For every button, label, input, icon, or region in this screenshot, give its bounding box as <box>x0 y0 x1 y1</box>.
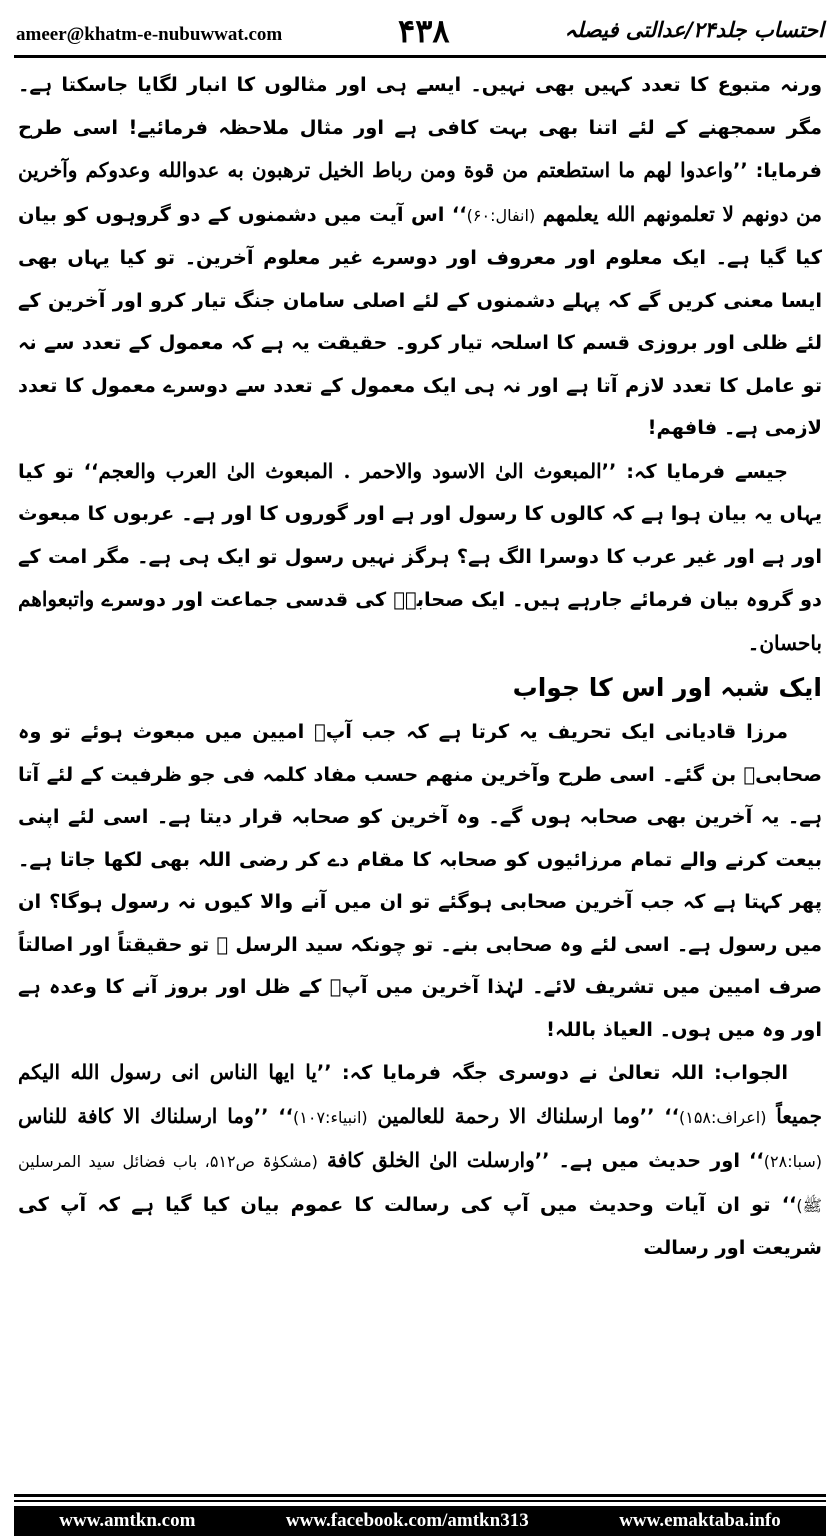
section-heading: ایک شبہ اور اس کا جواب <box>512 673 822 702</box>
footer-link-amtkn[interactable]: www.amtkn.com <box>59 1510 196 1531</box>
paragraph-2-text-b: ‘‘ تو کیا یہاں یہ بیان ہوا ہے کہ کالوں کا رسول اور ہے اور گوروں کا اور ہے۔ عربوں کا مبعوث اور ہے اور غیر عرب کا دوسرا الگ ہے؟ ہرگز نہیں رسول تو ایک ہی ہے۔ مگر امت کے دو گروہ بیان فرمائے جارہے ہیں۔ ایک صحابہؓ کی قدسی جماعت اور دوسرے <box>18 459 822 611</box>
reference-saba: (سبا:۲۸) <box>763 1152 822 1171</box>
footer-rule-top <box>14 1494 826 1497</box>
paragraph-2 <box>18 450 822 666</box>
reference-anbiya: (انبیاء:۱۰۷) <box>293 1107 368 1127</box>
quote-mark-1: ‘‘ ’’ <box>639 1104 679 1128</box>
quran-quote-anbiya: وما ارسلناك الا رحمة للعالمین <box>377 1103 640 1128</box>
quran-quote-anfal: واعدوا لهم ما استطعتم من قوة ومن رباط الخيل ترهبون به عدوالله وعدوكم وآخرين من دونهم لا تعلمونهم الله يعلمهم <box>18 158 822 226</box>
quran-quote-araf: یا ایها الناس انی رسول الله الیکم جمیعاً <box>18 1060 822 1128</box>
header-email: ameer@khatm-e-nubuwwat.com <box>16 24 283 45</box>
hadith-quote-mabuth: المبعوث الیٰ الاسود والاحمر . المبعوث الیٰ العرب والعجم <box>98 458 602 483</box>
quote-mark-2: ‘‘ ’’ <box>253 1104 294 1128</box>
paragraph-1-text-a: ورنہ متبوع کا تعدد کہیں بھی نہیں۔ ایسے ہی اور مثالوں کا انبار لگایا جاسکتا ہے۔ مگر سمجھنے کے لئے اتنا بھی بہت کافی ہے اور مثال ملاحظہ فرمائیے! اسی طرح فرمایا: ’’ <box>18 73 822 182</box>
page-body <box>18 64 822 1474</box>
header-rule <box>14 55 826 58</box>
reference-mishkat: (مشکوٰۃ ص۵۱۲، باب فضائل سید المرسلین ﷺ) <box>18 1152 822 1215</box>
page-header <box>16 10 824 52</box>
quran-quote-ittabauhum: واتبعواهم باحسان۔ <box>18 587 822 655</box>
footer-link-emaktaba[interactable]: www.emaktaba.info <box>619 1510 781 1531</box>
book-title: احتساب جلد۲۴/عدالتی فیصلہ <box>564 18 824 42</box>
page-number: ۴۳۸ <box>398 12 450 50</box>
paragraph-4-text-a: الجواب: اللہ تعالیٰ نے دوسری جگہ فرمایا کہ: ’’ <box>316 1061 788 1084</box>
footer-rule-bottom <box>14 1500 826 1502</box>
paragraph-1-text-b: ‘‘ اس آیت میں دشمنوں کے دو گروہوں کو بیان کیا گیا ہے۔ ایک معلوم اور معروف اور دوسرے غیر معلوم آخرین۔ تو کیا یہاں بھی ایسا معنی کریں گے کہ پہلے دشمنوں کے لئے اصلی سامان جنگ تیار کرو اور آخرین کے لئے ظلی اور بروزی قسم کا اسلحہ تیار کرو۔ حقیقت یہ ہے کہ معمول کے تعدد سے نہ تو عامل کا تعدد لازم آتا ہے اور نہ ہی ایک معمول کے تعدد سے دوسرے معمول کا تعدد لازمی ہے۔ فافهم! <box>18 202 822 439</box>
paragraph-1 <box>18 64 822 450</box>
paragraph-3: مرزا قادیانی ایک تحریف یہ کرتا ہے کہ جب آپؐ امیین میں مبعوث ہوئے تو وہ صحابیؓ بن گئے۔ اسی طرح وآخرین منهم حسب مفاد کلمہ فی جو ظرفیت کے لئے آتا ہے۔ یہ آخرین بھی صحابہ ہوں گے۔ وہ آخرین کو صحابہ قرار دیتا ہے۔ اسی لئے اپنی بیعت کرنے والے تمام مرزائیوں کو صحابہ کا مقام دے کر رضی اللہ بھی لکھا جاتا ہے۔ پھر کہتا ہے کہ جب آخرین صحابی ہوگئے تو ان میں آنے والا کیوں نہ رسول ہوگا؟ ان میں رسول ہے۔ اسی لئے وہ صحابی بنے۔ تو چونکہ سید الرسل ﷺ تو حقیقتاً اور اصالتاً صرف امیین میں تشریف لائے۔ لہٰذا آخرین میں آپؐ کے ظل اور بروز آنے کا وعدہ ہے اور وہ میں ہوں۔ العیاذ باللہ! <box>18 720 822 1041</box>
paragraph-4 <box>18 1051 822 1270</box>
quran-quote-saba: وما ارسلناك الا كافة للناس <box>18 1103 254 1128</box>
footer-link-facebook[interactable]: www.facebook.com/amtkn313 <box>285 1510 529 1531</box>
hadith-quote-kaffa: وارسلت الیٰ الخلق كافة <box>326 1148 535 1172</box>
footer-links-bar <box>14 1506 826 1536</box>
paragraph-4-text-b: ‘‘ اور حدیث میں ہے۔ ’’ <box>534 1149 764 1172</box>
paragraph-2-text-a: جیسے فرمایا کہ: ’’ <box>601 459 788 483</box>
paragraph-4-text-c: ‘‘ تو ان آیات وحدیث میں آپ کی رسالت کا عموم بیان کیا گیا ہے کہ آپ کی شریعت اور رسالت <box>18 1192 822 1259</box>
reference-anfal: (انفال:۶۰) <box>466 205 536 225</box>
reference-araf: (اعراف:۱۵۸) <box>678 1107 767 1127</box>
